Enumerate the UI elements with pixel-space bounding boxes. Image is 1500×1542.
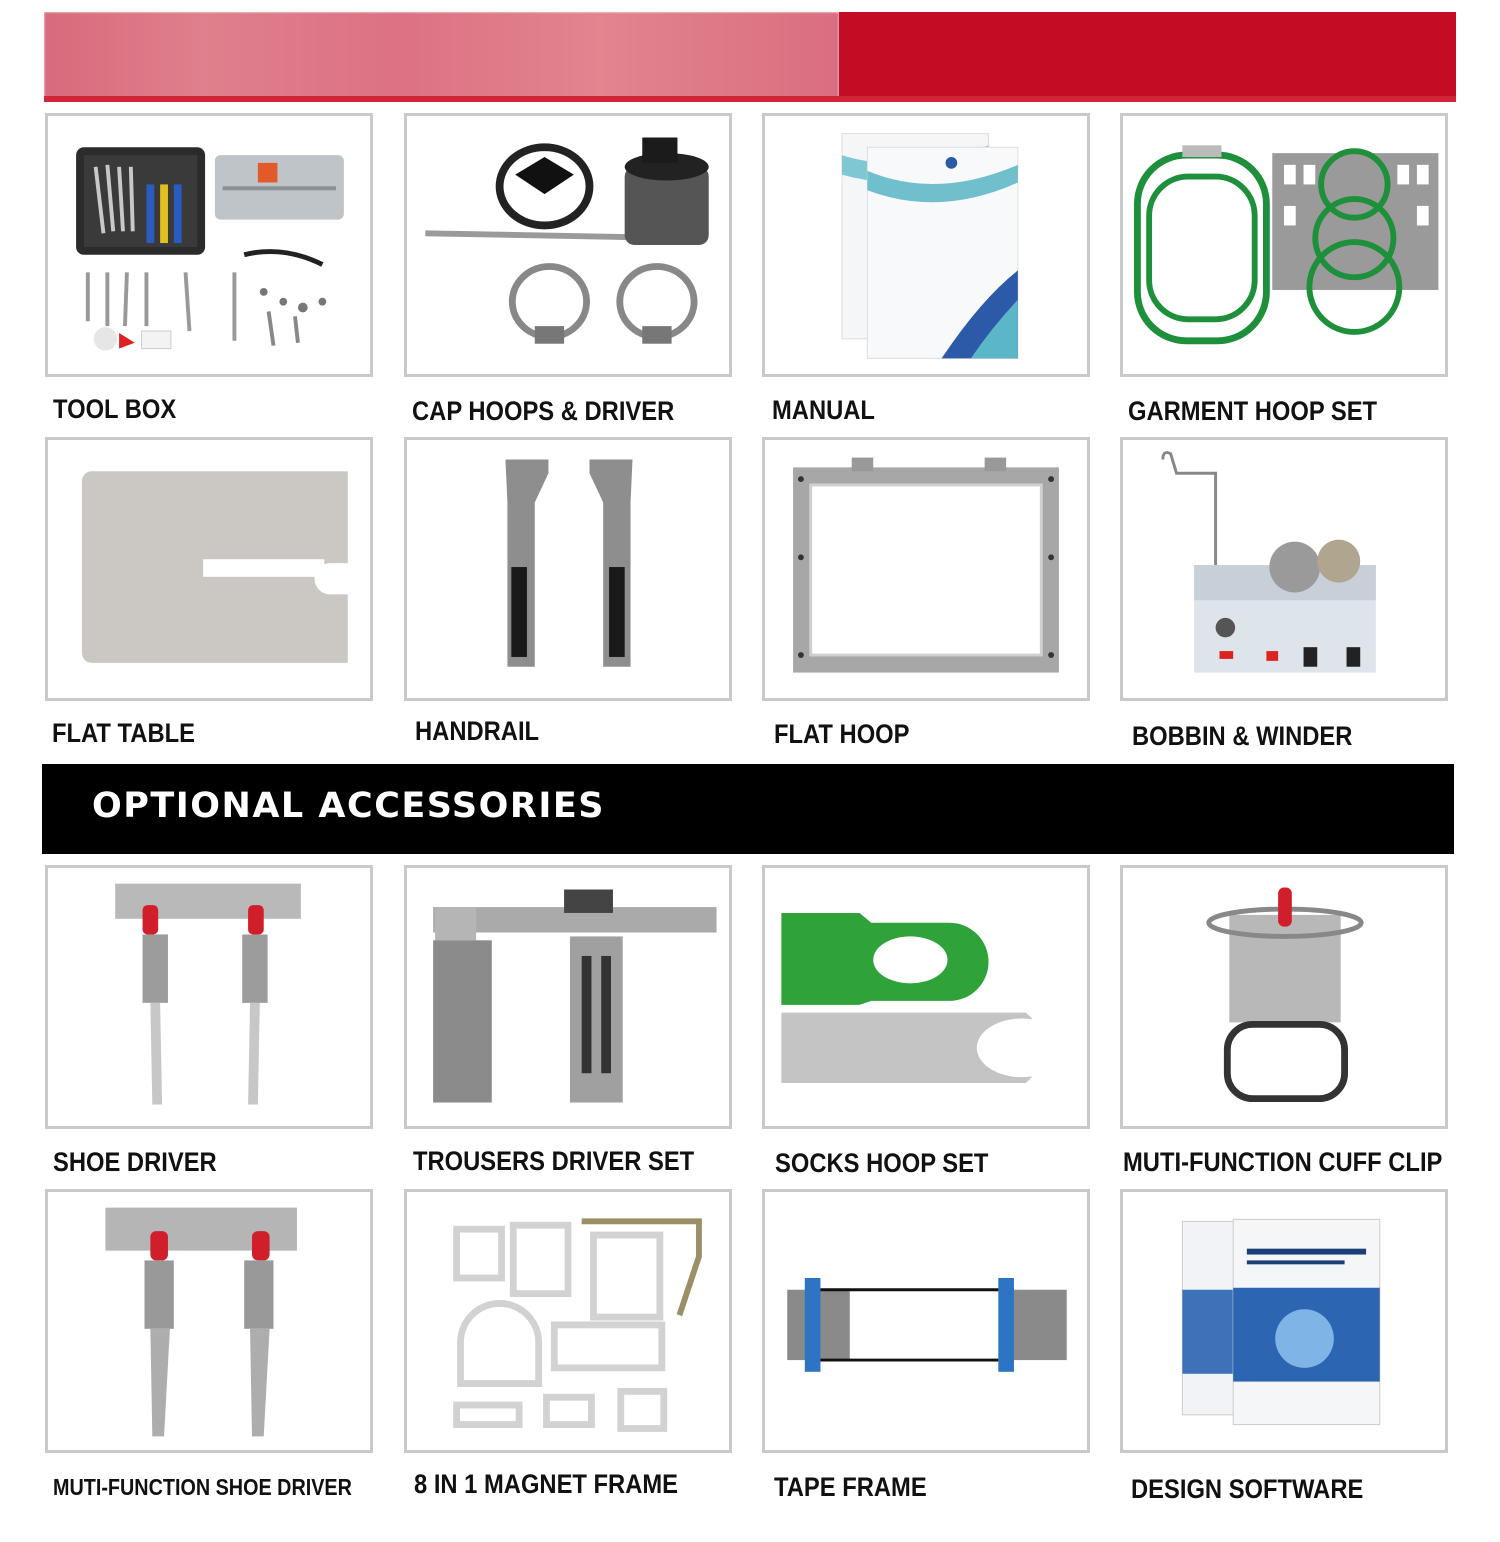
item-label: CAP HOOPS & DRIVER: [412, 396, 675, 426]
item-label: SOCKS HOOP SET: [775, 1148, 989, 1178]
banner-underline: [44, 96, 1456, 102]
item-label: FLAT TABLE: [52, 718, 195, 748]
item-label: TROUSERS DRIVER SET: [413, 1146, 695, 1176]
item-label: SHOE DRIVER: [53, 1147, 217, 1177]
bobbin-winder-image: [1120, 437, 1448, 701]
item-label: MUTI-FUNCTION CUFF CLIP: [1123, 1147, 1443, 1177]
banner-blurred-area: [44, 12, 839, 102]
handrail-image: [404, 437, 732, 701]
tape-frame-image: [762, 1189, 1090, 1453]
garment-hoop-image: [1120, 113, 1448, 377]
item-label: FLAT HOOP: [774, 719, 910, 749]
trousers-driver-image: [404, 865, 732, 1129]
flat-hoop-image: [762, 437, 1090, 701]
shoe-driver-image: [45, 865, 373, 1129]
multi-shoe-driver-image: [45, 1189, 373, 1453]
item-label: HANDRAIL: [415, 716, 540, 746]
item-label: GARMENT HOOP SET: [1128, 396, 1378, 426]
design-software-image: [1120, 1189, 1448, 1453]
magnet-frame-image: [404, 1189, 732, 1453]
socks-hoop-image: [762, 865, 1090, 1129]
item-label: TOOL BOX: [53, 394, 177, 424]
section-title: OPTIONAL ACCESSORIES: [92, 786, 605, 826]
cuff-clip-image: [1120, 865, 1448, 1129]
item-label: BOBBIN & WINDER: [1132, 721, 1353, 751]
item-label: MUTI-FUNCTION SHOE DRIVER: [53, 1474, 352, 1500]
item-label: DESIGN SOFTWARE: [1131, 1474, 1364, 1504]
optional-accessories-header: [42, 764, 1454, 854]
banner-red-area: [839, 12, 1456, 102]
tool-box-image: [45, 113, 373, 377]
cap-hoops-image: [404, 113, 732, 377]
item-label: TAPE FRAME: [774, 1472, 927, 1502]
flat-table-image: [45, 437, 373, 701]
item-label: 8 IN 1 MAGNET FRAME: [414, 1469, 679, 1499]
item-label: MANUAL: [772, 395, 875, 425]
top-banner: [44, 12, 1456, 102]
manual-image: [762, 113, 1090, 377]
